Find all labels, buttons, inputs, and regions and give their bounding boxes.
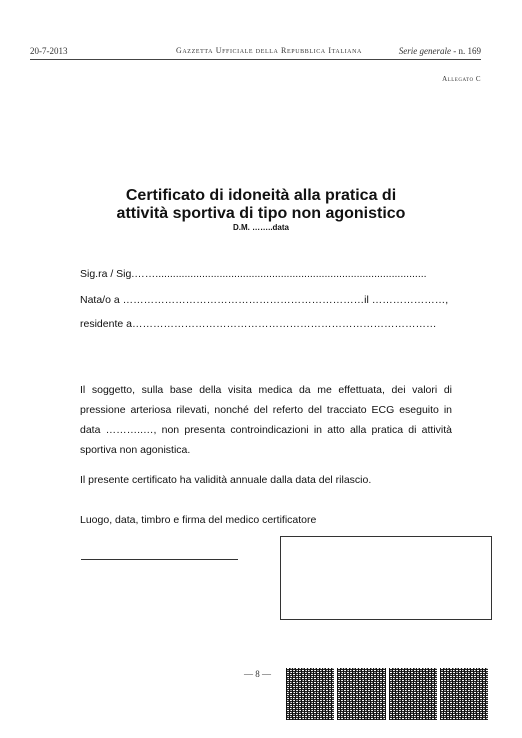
barcode-strip [286, 668, 488, 720]
field-name: Sig.ra / Sig.……............................................................................................. [80, 268, 427, 280]
validity-paragraph: Il presente certificato ha validità annuale dalla data del rilascio. [80, 474, 372, 486]
header-gazette-title: Gazzetta Ufficiale della Repubblica Italiana [176, 46, 362, 55]
field-residence: residente a…………………………………………………………………………… [80, 318, 437, 330]
signature-line [81, 559, 238, 560]
signature-caption: Luogo, data, timbro e firma del medico certificatore [80, 514, 317, 526]
barcode-block [337, 668, 385, 720]
document-title-line-2: attività sportiva di tipo non agonistico [116, 205, 406, 222]
header-date: 20-7-2013 [30, 46, 68, 56]
document-subtitle: D.M. ……..data [232, 223, 289, 232]
annex-label: Allegato C [442, 75, 481, 83]
stamp-box [280, 536, 492, 620]
field-birthplace-date: Nata/o a ……………………………………………………………il …………………, [80, 294, 449, 306]
barcode-block [286, 668, 334, 720]
header-issue-number: - n. 169 [453, 46, 481, 56]
header-series [399, 46, 481, 56]
header-rule [30, 59, 481, 60]
certification-paragraph: Il soggetto, sulla base della visita medica da me effettuata, dei valori di pressione arteriosa rilevati, nonché del referto del tracciato ECG eseguito in data ………..…, non presenta controindicazioni in atto alla pratica di attività sportiva non agonistica. [80, 384, 452, 456]
page-number: — 8 — [244, 669, 271, 679]
barcode-block [389, 668, 437, 720]
barcode-block [440, 668, 488, 720]
document-title-line-1: Certificato di idoneità alla pratica di [125, 187, 397, 204]
header-series-label: Serie generale [398, 46, 451, 56]
